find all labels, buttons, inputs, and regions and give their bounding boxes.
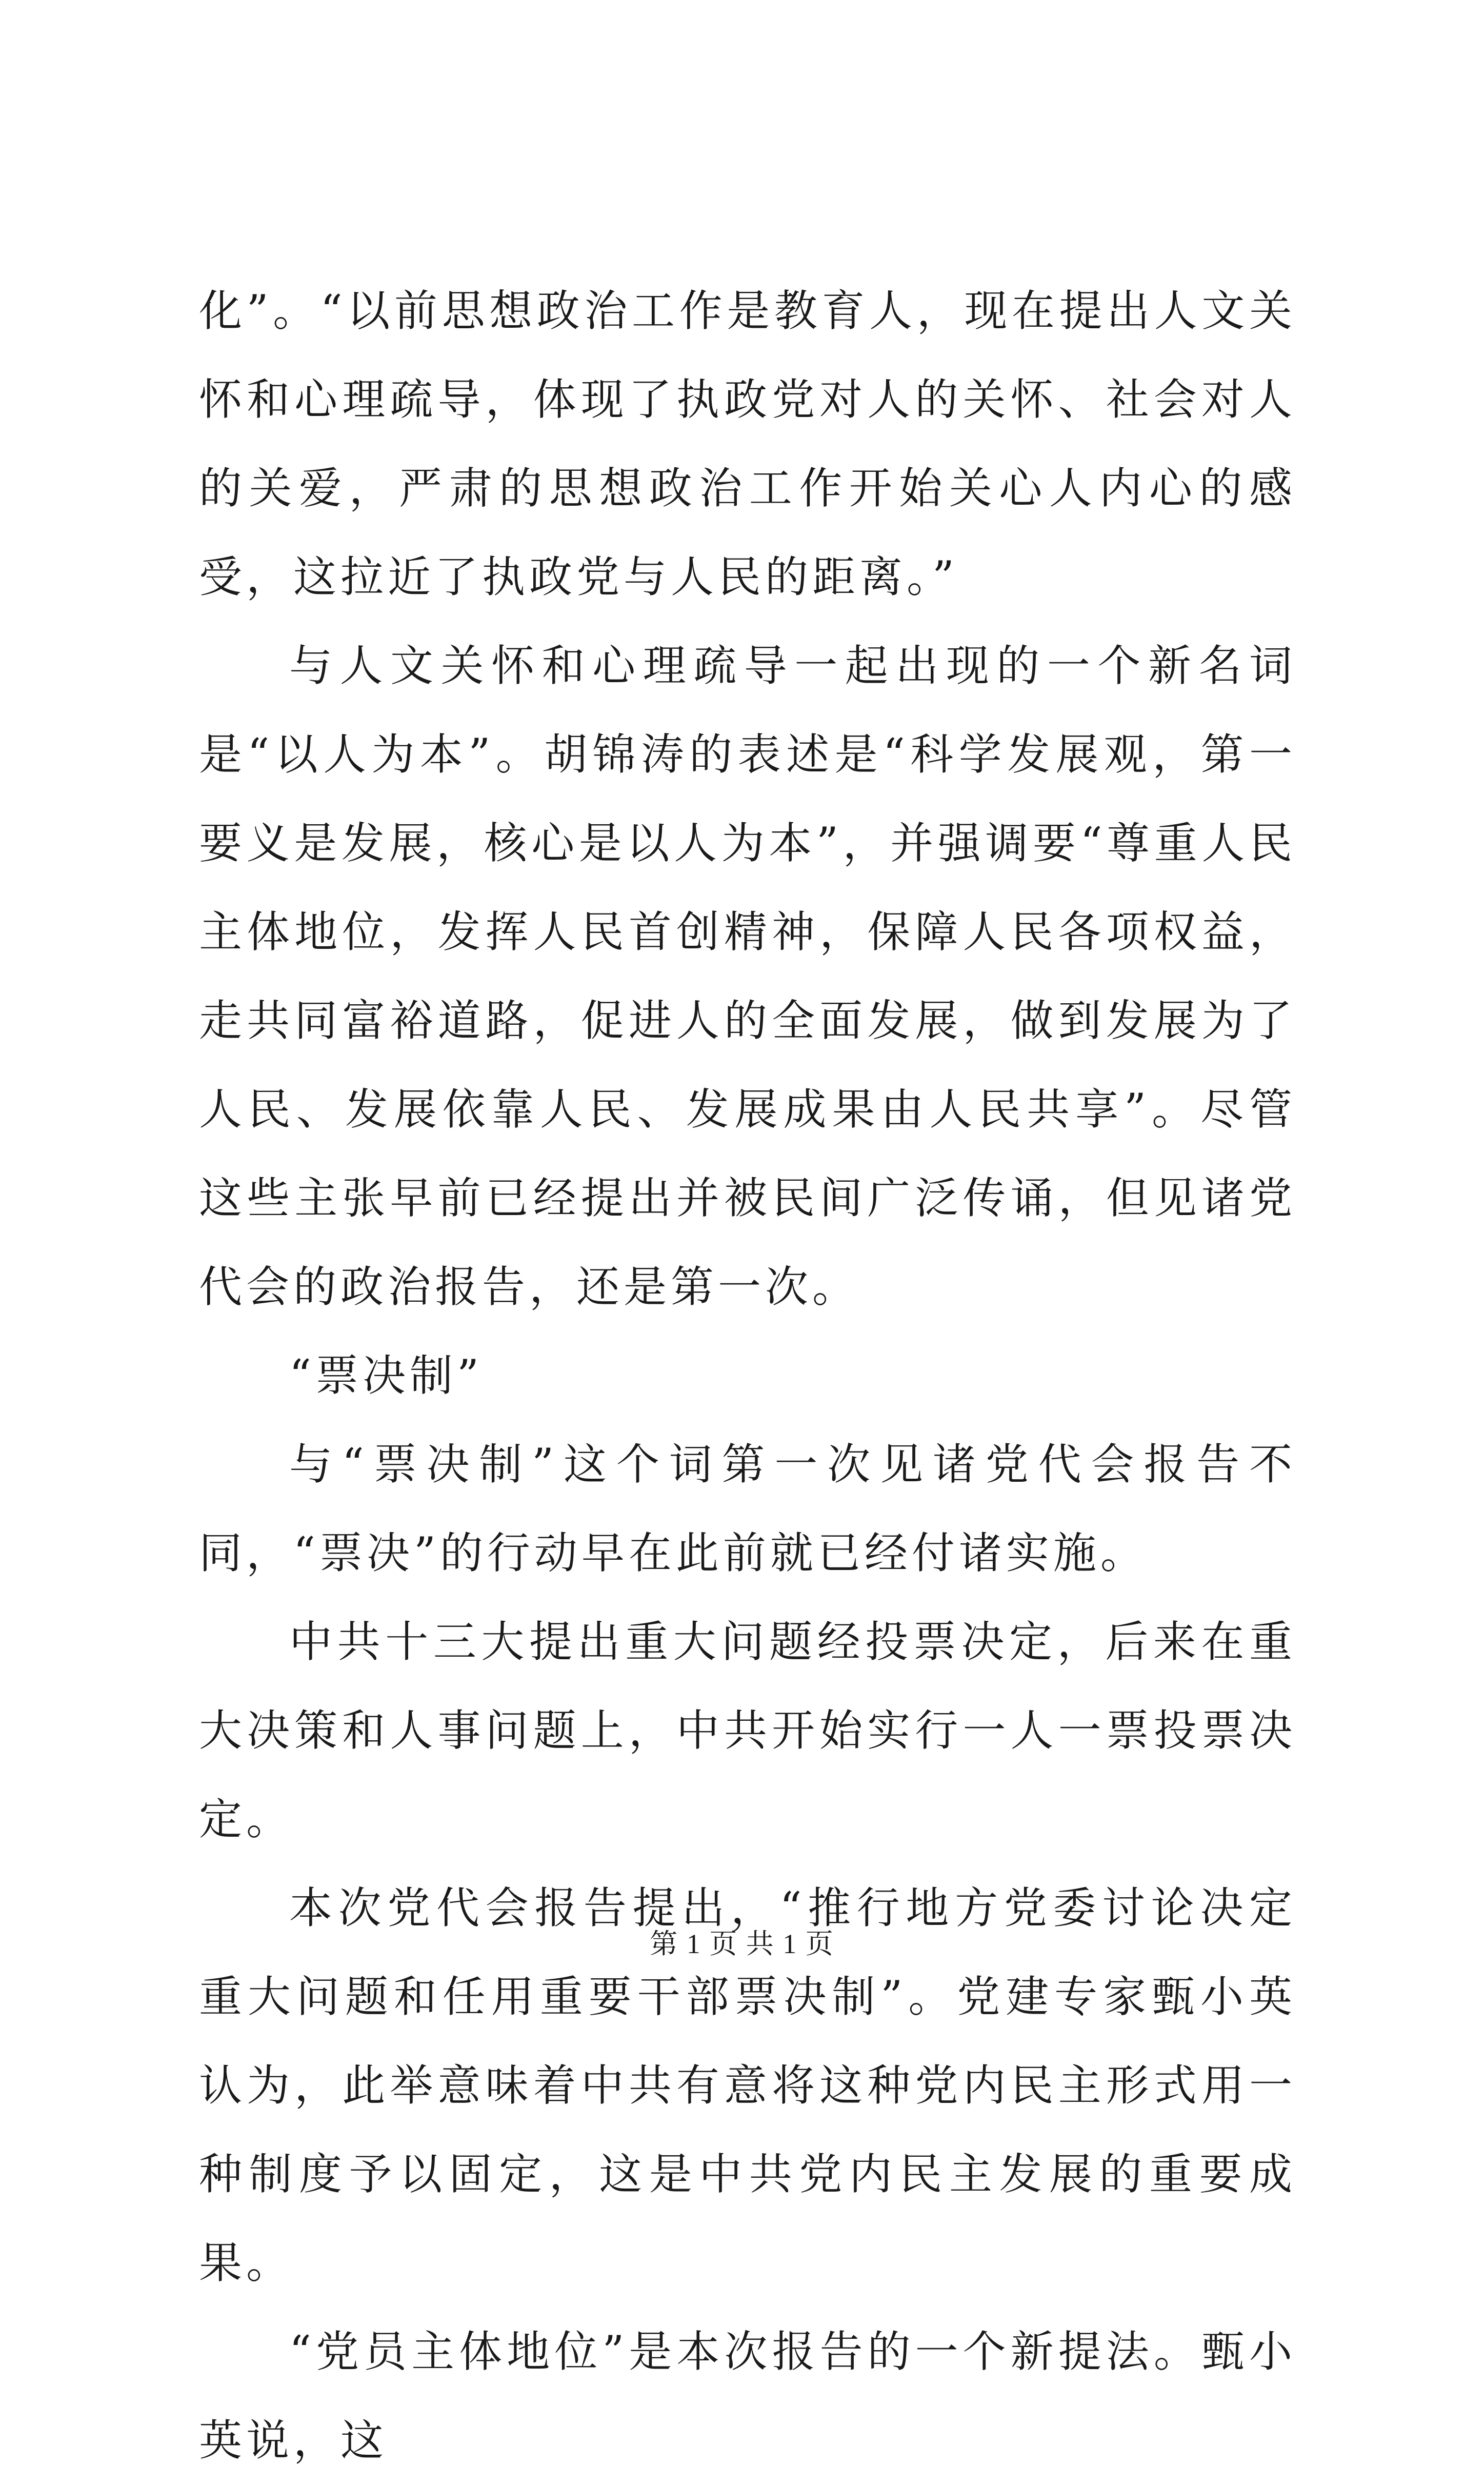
paragraph-6: “党员主体地位”是本次报告的一个新提法。甄小英说，这: [199, 2327, 1296, 2466]
paragraph-1: 化”。“以前思想政治工作是教育人，现在提出人文关怀和心理疏导，体现了执政党对人的关怀、社会对人的关爱，严肃的思想政治工作开始关心人内心的感受，这拉近了执政党与人民的距离。”: [199, 286, 1296, 602]
section-heading: “票决制”: [289, 1350, 483, 1401]
paragraph-4: 中共十三大提出重大问题经投票决定，后来在重大决策和人事问题上，中共开始实行一人一票投票决定。: [199, 1617, 1296, 1844]
paragraph-5: 本次党代会报告提出，“推行地方党委讨论决定重大问题和任用重要干部票决制”。党建专家甄小英认为，此举意味着中共有意将这种党内民主形式用一种制度予以固定，这是中共党内民主发展的重要成果。: [199, 1883, 1296, 2288]
paragraph-2: 与人文关怀和心理疏导一起出现的一个新名词是“以人为本”。胡锦涛的表述是“科学发展观，第一要义是发展，核心是以人为本”，并强调要“尊重人民主体地位，发挥人民首创精神，保障人民各项权益，走共同富裕道路，促进人的全面发展，做到发展为了人民、发展依靠人民、发展成果由人民共享”。尽管这些主张早前已经提出并被民间广泛传诵，但见诸党代会的政治报告，还是第一次。: [199, 641, 1296, 1312]
body-text: [199, 267, 1296, 2485]
page-footer: 第 1 页 共 1 页: [650, 1929, 834, 1959]
paragraph-3: 与“票决制”这个词第一次见诸党代会报告不同，“票决”的行动早在此前就已经付诸实施。: [199, 1439, 1296, 1578]
